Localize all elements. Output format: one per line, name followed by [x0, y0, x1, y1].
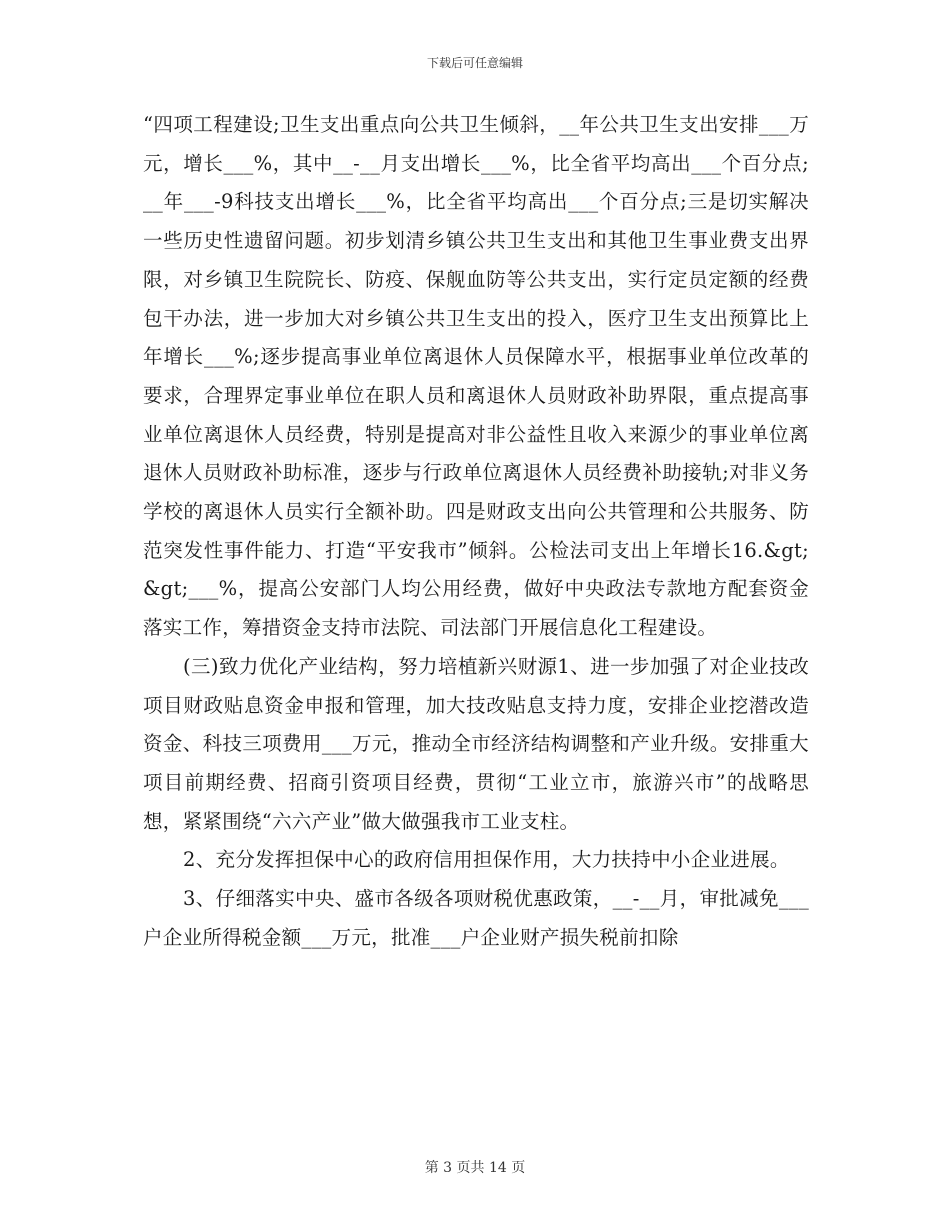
page-header: 下载后可任意编辑	[426, 56, 523, 70]
page-footer: 第 3 页共 14 页	[424, 1160, 526, 1176]
paragraph-3: 2、充分发挥担保中心的政府信用担保作用，大力扶持中小企业进展。	[183, 848, 790, 872]
paragraph-1: “四项工程建设;卫生支出重点向公共卫生倾斜，__年公共卫生支出安排___万元，增长___%，其中__-__月支出增长___%，比全省平均高出___个百分点;__年___-9科技支出增长___%，比全省平均高出___个百分点;三是切实解决一些历史性遗留问题。初步划清乡镇公共卫生支出和其他卫生事业费支出界限，对乡镇卫生院院长、防疫、保舰血防等公共支出，实行定员定额的经费包干办法，进一步加大对乡镇公共卫生支出的投入，医疗卫生支出预算比上年增长___%;逐步提高事业单位离退休人员保障水平，根据事业单位改革的要求，合理界定事业单位在职人员和离退休人员财政补助界限，重点提高事业单位离退休人员经费，特别是提高对非公益性且收入来源少的事业单位离退休人员财政补助标准，逐步与行政单位离退休人员经费补助接轨;对非义务学校的离退休人员实行全额补助。四是财政支出向公共管理和公共服务、防范突发性事件能力、打造“平安我市”倾斜。公检法司支出上年增长16.&gt;&gt;___%，提高公安部门人均公用经费，做好中央政法专款地方配套资金落实工作，筹措资金支持市法院、司法部门开展信息化工程建设。	[143, 113, 809, 640]
paragraph-4: 3、仔细落实中央、盛市各级各项财税优惠政策，__-__月，审批减免___户企业所得税金额___万元，批准___户企业财产损失税前扣除	[143, 887, 809, 949]
document-body	[143, 106, 809, 957]
paragraph-2: (三)致力优化产业结构，努力培植新兴财源1、进一步加强了对企业技改项目财政贴息资金申报和管理，加大技改贴息支持力度，安排企业挖潜改造资金、科技三项费用___万元，推动全市经济结构调整和产业升级。安排重大项目前期经费、招商引资项目经费，贯彻“工业立市，旅游兴市”的战略思想，紧紧围绕“六六产业”做大做强我市工业支柱。	[143, 654, 809, 833]
